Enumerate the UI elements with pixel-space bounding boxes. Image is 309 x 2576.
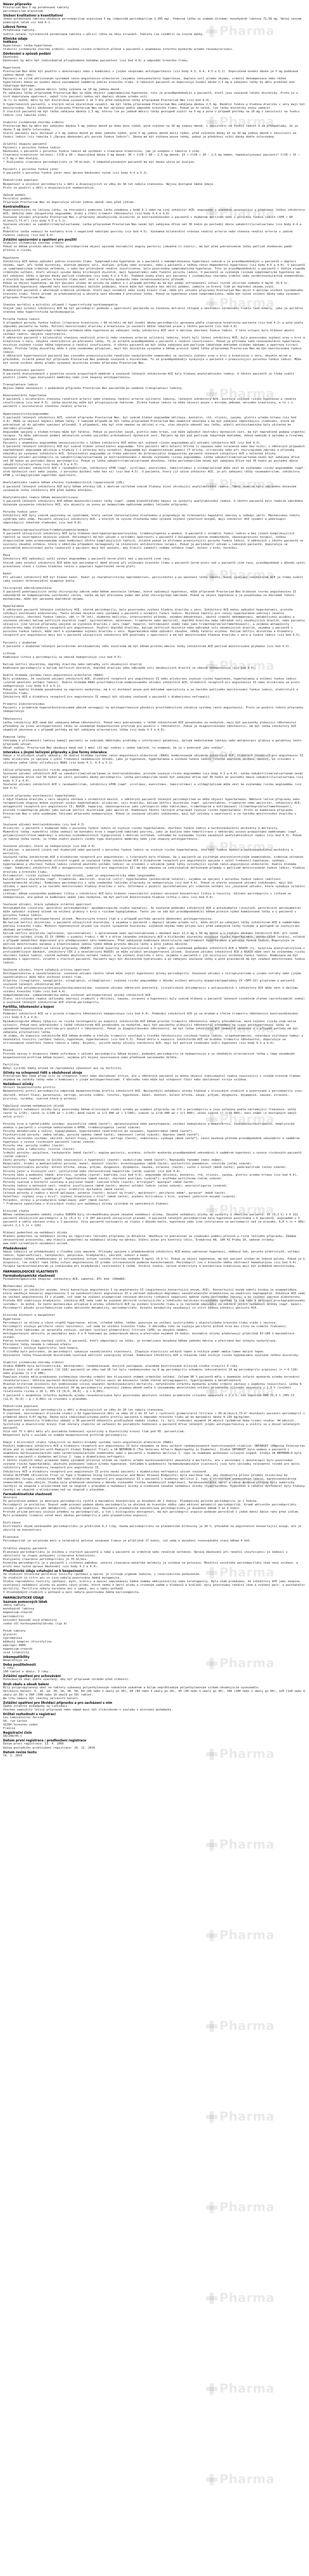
watermark-logo: [206, 1925, 309, 1971]
document-section: [3, 1739, 306, 1750]
watermark-text: Pharma: [219, 1293, 274, 1308]
section-heading: Fertilita, těhotenství a kojení: [3, 1005, 54, 1009]
watermark-text: Pharma: [219, 114, 274, 129]
document-section: [3, 1655, 306, 1663]
watermark-text: Pharma: [219, 2291, 274, 2305]
section-body: Shrnutí bezpečnostního profilu Bezpečnostní profil perindoprilu odpovídá bezpečnostnímu profilu inhibitorů ACE. Nejčastější nežádoucí účinky hlášené v klinických studiích a pozorované u perindoprilu jsou: závratě, bolest hlavy, parestezie, vertigo, poruchy vidění, tinitus, hypotenze, kašel, dušnost, bolest břicha, zácpa, průjem, dysgeuzie, dyspepsie, nauzea, zvracení, pruritus, vyrážka, svalové křeče a astenie. Tabulkový seznam nežádoucích účinků Následující nežádoucí účinky byly pozorovány během klinických studií a/nebo po uvedení přípravku na trh u perindoprilu a jsou seřazeny podle následující frekvence: velmi časté (≥ 1/10); časté (≥ 1/100 až < 1/10); méně časté (≥ 1/1 000 až < 1/100); vzácné (≥ 1/10 000 až < 1/1 000); velmi vzácné (< 1/10 000); není známo (z dostupných údajů nelze určit). Poruchy krve a lymfatického systému: eozinofilie (méně časté*); agranulocytóza nebo pancytopenie, snížení hemoglobinu a hematokritu, leukopenie/neutropenie, hemolytická anemie u pacientů s vrozeným nedostatkem G-6PDH, trombocytopenie (velmi vzácné). Poruchy metabolismu a výživy: hypoglykemie, hyperkalemie reverzibilní po vysazení, hyponatremie (méně časté*). Psychiatrické poruchy: změny nálady, poruchy spánku (méně časté); zmatenost (velmi vzácné); deprese (méně časté*). Poruchy nervového systému: závratě, bolest hlavy, parestezie, vertigo (časté); somnolence, synkopa (méně časté*); cévní mozková příhoda pravděpodobně sekundární k nadměrné hypotenzi u vysoce rizikových pacientů (velmi vzácné). Poruchy oka: poruchy vidění (časté). Poruchy ucha a labyrintu: tinitus (časté). Srdeční poruchy: palpitace, tachykardie (méně časté*); angina pectoris, arytmie, infarkt myokardu pravděpodobně sekundární k nadměrné hypotenzi u vysoce rizikových pacientů (velmi vzácné). Cévní poruchy: hypotenze (a účinky související s hypotenzí) (časté); vaskulitida (méně časté*); Raynaudův fenomén (není známo). Respirační, hrudní a mediastinální poruchy: kašel, dušnost (časté); bronchospasmus (méně časté); eozinofilní pneumonie, rinitida (velmi vzácné). Gastrointestinální poruchy: bolest břicha, zácpa, průjem, dysgeuzie, dyspepsie, nauzea, zvracení (časté); sucho v ústech (méně časté); pankreatitida (velmi vzácné). Poruchy jater a žlučových cest: cytolytická nebo cholestatická hepatitida (velmi vzácné) (viz bod 4.4). Poruchy kůže a podkožní tkáně: pruritus, vyrážka (časté); kopřivka (viz bod 4.4), angioedém obličeje, končetin, rtů, sliznic, jazyka, glottis a/nebo hrtanu (viz bod 4.4), fotosenzitivní reakce*, pemfigoid*, hyperhidróza (méně časté); zhoršení psoriázy (vzácné*); erythema multiforme (velmi vzácné). Poruchy svalové a kosterní soustavy a pojivové tkáně: svalové křeče (časté); artralgie*, myalgie* (méně časté). Poruchy ledvin a močových cest: renální insuficience (méně časté); akutní selhání ledvin (velmi vzácné); anurie/oligurie (vzácné). Poruchy reprodukčního systému a prsu: erektilní dysfunkce (méně časté). Celkové poruchy a reakce v místě aplikace: astenie (časté); bolest na hrudi*, malátnost*, periferní edém*, pyrexie* (méně časté). Vyšetření: zvýšení urey v krvi*, zvýšení kreatininu v krvi* (méně časté); zvýšení bilirubinu v krvi, zvýšení jaterních enzymů (vzácné). Poranění, otravy a procedurální komplikace: pád* (méně časté). * Frekvence vypočítána z klinických studií pro nežádoucí účinky zjištěné ze spontánních hlášení. Klinické studie Během randomizovaného období studie EUROPA byly shromažďovány pouze závažné nežádoucí účinky. Závažné nežádoucí účinky se vyskytly u několika pacientů: 16 (0,3 %) z 6 122 pacientů užívajících perindopril a 12 (0,2 %) z 6 107 pacientů užívajících placebo. U pacientů léčených perindoprilem byla hypotenze pozorována u 6 pacientů, angioedém u 3 pacientů a náhlá zástava srdce u 1 pacienta. Více pacientů vystoupilo ze studie z důvodu kašle, hypotenze nebo jiné intolerance na perindopril než na placebo, 6,0 % (n = 366) oproti 2,1 % (n = 129). Hlášení podezření na nežádoucí účinky Hlášení podezření na nežádoucí účinky po registraci léčivého přípravku je důležité. Umožňuje to pokračovat ve sledování poměru přínosů a rizik léčivého přípravku. Žádáme zdravotnické pracovníky, aby hlásili podezření na nežádoucí účinky na adresu: Státní ústav pro kontrolu léčiv, Šrobárova 48, 100 41 Praha 10, webové stránky: www.sukl.cz/nahlasit-nezadouci-ucinek.: [3, 1086, 305, 1246]
section-body: Jedna potahovaná tableta obsahuje perindoprilum argininum 5 mg (odpovídá perindoprilum 3,395 mg). Pomocná látka se známým účinkem: monohydrát laktosy 72,58 mg. Úplný seznam pomocných látek viz bod 6.1.: [3, 18, 303, 25]
document-section: [3, 751, 306, 1005]
pharmacy-cross-icon: [206, 2202, 217, 2213]
document-section: [3, 1274, 306, 1492]
section-heading: Nežádoucí účinky: [3, 1082, 34, 1087]
watermark-text: Pharma: [219, 930, 274, 945]
section-heading: Registrační číslo: [3, 1731, 32, 1735]
section-heading: Zvláštní opatření pro likvidaci přípravku a pro zacházení s ním: [3, 1701, 112, 1705]
watermark-text: Pharma: [219, 1747, 274, 1761]
document-section: [3, 1247, 306, 1268]
watermark-text: Pharma: [219, 840, 274, 854]
section-heading: Datum první registrace / prodloužení registrace: [3, 1739, 87, 1743]
document-section: [3, 1270, 306, 1274]
watermark-text: Pharma: [219, 2472, 274, 2486]
document-section: [3, 1596, 306, 1600]
watermark-text: Pharma: [219, 24, 274, 38]
section-heading: Předávkování: [3, 1246, 27, 1250]
section-body: Těhotenství Podávání inhibitorů ACE se v prvním trimestru těhotenství nedoporučuje (viz bod 4.4). Podávání inhibitorů ACE je ve druhém a třetím trimestru těhotenství kontraindikováno (viz body 4.3 a 4.4). Epidemiologické důkazy týkající se rizika teratogenity po expozici inhibitorům ACE během prvního trimestru těhotenství nebyly přesvědčivé; malé zvýšení rizika však nelze vyloučit. Pokud není pokračování v léčbě inhibitorem ACE považováno za nezbytné, mají být pacientky plánující těhotenství převedeny na jinou antihypertenzní léčbu se zavedeným bezpečnostním profilem pro použití v těhotenství. Pokud je diagnostikováno těhotenství, má být léčba inhibitory ACE okamžitě ukončena a v případě potřeby má být zahájena alternativní léčba. Je známo, že expozice inhibitorům ACE během druhého a třetího trimestru vyvolává u člověka fetotoxicitu (snížená funkce ledvin, oligohydramnion, retardace osifikace lebky) a neonatální toxicitu (selhání ledvin, hypotenze, hyperkalemie) (viz bod 5.3). Pokud došlo k expozici inhibitorům ACE od druhého trimestru těhotenství, doporučuje se ultrazvukové vyšetření funkce ledvin a lebky. Kojenci, jejichž matky užívaly inhibitory ACE, mají být pečlivě sledováni kvůli hypotenzi (viz body 4.3 a 4.4). Kojení Protože nejsou k dispozici žádné informace o užívání perindoprilu během kojení, podávání perindoprilu se nedoporučuje a je vhodnější alternativní léčba s lépe zavedeným bezpečnostním profilem během kojení, zejména při kojení novorozence nebo předčasně narozeného dítěte. Fertilita Nebyl zjištěn žádný účinek na reprodukční výkonnost ani na fertilitu.: [3, 1009, 303, 1071]
document-section: [3, 238, 306, 750]
document-section: [3, 1493, 306, 1569]
watermark-text: Pharma: [219, 2019, 274, 2033]
section-heading: Držitel rozhodnutí o registraci: [3, 1712, 56, 1716]
section-body: 3 roky. 100 tablet v obalu: 3 roky.: [3, 1667, 50, 1674]
pharmacy-cross-icon: [206, 1839, 217, 1851]
document-section: [3, 52, 306, 205]
pharmacy-cross-icon: [206, 2383, 217, 2395]
section-body: Údaje týkající se předávkování u člověka jsou omezené. Příznaky spojené s předávkováním inhibitory ACE mohou zahrnovat hypotenzi, oběhový šok, poruchy elektrolytů, selhání ledvin, hyperventilaci, tachykardii, palpitace, bradykardii, závratě, úzkost a kašel. Doporučenou léčbou předávkování je intravenózní infuze roztoku chloridu sodného 9 mg/ml (0,9 %). Pokud se objeví hypotenze, má být pacient uložen do šokové polohy. Pokud je k dispozici, lze zvážit také léčbu infuzí angiotenzinu II a/nebo intravenózním podáním katecholaminů. Perindopril lze z krevního oběhu odstranit hemodialýzou (viz bod 4.4). Terapie kardiostimulátorem je indikována při bradykardii rezistentní k léčbě. Vitální funkce, sérové elektrolyty a koncentrace kreatininu mají být průběžně monitorovány.: [3, 1250, 305, 1268]
watermark-text: Pharma: [219, 477, 274, 492]
section-body: Prestarium Neo 5 mg potahované tablety perindoprilum argininum: [3, 6, 69, 13]
section-body: Bílý polypropylenový obal na tablety vybavený polyethylenovým redukčním uzávěrem a bílým neprůhledným polyethylenovým víčkem obsahujícím vysoušedlo. Velikosti balení: 5, 10, 14, 20, 28, 30, 50, 60 (60 nebo 2 obaly po 30), 84 (84 nebo 3 obaly po 28), 90 (90 nebo 3 obaly po 30), 100 (100 nebo 2 obaly po 50), 120 (120 nebo 4 obaly po 30) a 500 (500 nebo 10 obalů po 50) tablet. Na trhu nemusí být všechny velikosti balení.: [3, 1686, 305, 1700]
section-body: Hypersenzitivita na léčivou látku, na kteroukoli pomocnou látku uvedenou v bodě 6.1 nebo na jiný inhibitor ACE; angioedém v anamnéze související s předchozí léčbou inhibitory ACE; dědičný nebo idiopatický angioedém; druhý a třetí trimestr těhotenství (viz body 4.4 a 4.6). Současné užívání přípravku Prestarium Neo s přípravky obsahujícími aliskiren je kontraindikováno u pacientů s diabetem mellitem nebo s poruchou funkce ledvin (GFR < 60 ml/min/1,73 m²) (viz body 4.5 a 5.1). Současné užívání se sakubitrilem/valsartanem. Léčba přípravkem Prestarium Neo nesmí být zahájena dříve než 36 hodin po poslední dávce sakubitrilu/valsartanu (viz body 4.4 a 4.5). Mimotělní léčba vedoucí ke kontaktu krve s negativně nabitými povrchy (viz bod 4.5). Významná bilaterální stenóza renální arterie nebo stenóza renální arterie u jediné funkční ledviny (viz bod 4.4).: [3, 208, 305, 238]
document-section: [3, 14, 306, 25]
document-section: [3, 25, 306, 36]
document-section: [3, 1663, 306, 1674]
document-section: [3, 1674, 306, 1682]
watermark-text: Pharma: [219, 296, 274, 310]
section-body: Jádro tablety monohydrát laktosy magnesium-stearát maltodextrin koloidní bezvodý oxid křemičitý sodná sůl karboxymethylškrobu (typ A) Potah tablety glycerol hypromelóza měďnatý komplex chlorofylinu makrogol 6000 magnesium-stearát oxid titaničitý: [3, 1604, 67, 1654]
watermark-text: Pharma: [219, 658, 274, 673]
watermark-logo: [206, 2469, 309, 2515]
watermark-logo: [206, 2197, 309, 2243]
pharmacy-cross-icon: [206, 2474, 217, 2485]
section-body: Dávkování Dávkování by mělo být individuálně přizpůsobeno každému pacientovi (viz bod 4.4) a odpovědi krevního tlaku. Hypertenze Prestarium Neo může být použito v monoterapii nebo v kombinaci s jinými skupinami antihypertenziv (viz body 4.3, 4.4, 4.5 a 5.1). Doporučená úvodní dávka je 5 mg podávaná jednou denně ráno. Pacienti se silně aktivovaným systémem renin-angiotensin-aldosteron (zejména renovaskulární hypertenze, deplece solí a/nebo objemu, srdeční dekompenzace nebo těžká hypertenze) mohou po úvodní dávce zaznamenat nadměrný pokles krevního tlaku. U takových pacientů se doporučuje úvodní dávka 2,5 mg a zahájení léčby by mělo probíhat pod lékařským dohledem. Dávka může být po jednom měsíci léčby zvýšena na 10 mg jednou denně. Po zahájení léčby přípravkem Prestarium Neo se může objevit symptomatická hypotenze; toto je pravděpodobnější u pacientů, kteří jsou současně léčeni diuretiky. Proto je u nich doporučena opatrnost, neboť tito pacienti mohou mít depleci objemu a/nebo solí. Je-li to možné, mělo by být diuretikum vysazeno 2 až 3 dny před zahájením léčby přípravkem Prestarium Neo (viz bod 4.4). U hypertenzních pacientů, u kterých nelze diuretikum vysadit, má být léčba přípravkem Prestarium Neo zahájena dávkou 2,5 mg. Renální funkce a hladina draslíku v séru mají být monitorovány. Další dávkování přípravku Prestarium Neo má být upraveno podle odpovědi krevního tlaku. Pokud je to nutné, lze léčbu diuretiky znovu zahájit. U starších pacientů má být léčba zahájena dávkou 2,5 mg, kterou lze po jednom měsíci léčby postupně zvýšit na 5 mg a poté v případě potřeby na 10 mg v závislosti na funkci ledvin (viz tabulka níže). Stabilní ischemická choroba srdeční Prestarium Neo by mělo být zahájeno dávkou 5 mg jednou denně po dobu dvou týdnů, poté zvýšeno na 10 mg jednou denně, v závislosti na funkci ledvin a za předpokladu, že je dávka 5 mg dobře tolerována. Starší pacienti mají dostávat 2,5 mg jednou denně po dobu jednoho týdne, poté 5 mg jednou denně další týden, před zvýšením dávky až na 10 mg jednou denně v závislosti na funkci ledvin (viz tabulka 1 „Úprava dávkování při poruše funkce ledvin“). Dávka má být zvýšena pouze tehdy, pokud je předchozí nižší dávka dobře tolerována. Zvláštní skupiny pacientů Pacienti s poruchou funkce ledvin Dávkování u pacientů s poruchou funkce ledvin má vycházet z clearance kreatininu, jak je uvedeno v tabulce 1 níže. Clearance kreatininu (ml/min): ClCR ≥ 60 — doporučená dávka 5 mg denně; 30 < ClCR < 60 — 2,5 mg denně; 15 < ClCR < 30 — 2,5 mg obden; hemodialyzovaní pacienti* ClCR < 15 — 2,5 mg v den dialýzy. * Dialyzační clearance perindoprilátu je 70 ml/min. U hemodialyzovaných pacientů má být dávka užita po dialýze. Pacienti s poruchou funkce jater U pacientů s poruchou funkce jater není úprava dávkování nutná (viz body 4.4 a 5.2). Pediatrická populace Bezpečnost a účinnost perindoprilu u dětí a dospívajících ve věku do 18 let nebyla stanovena. Nejsou dostupné žádné údaje. Proto se použití u dětí a dospívajících nedoporučuje. Způsob podání Perorální podání. Přípravek Prestarium Neo se doporučuje užívat jednou denně ráno před jídlem.: [3, 55, 305, 204]
section-heading: Farmakodynamické vlastnosti: [3, 1274, 55, 1278]
section-body: Uchovávejte obal dobře uzavřený, aby byl přípravek chráněn před vlhkostí.: [3, 1678, 130, 1682]
watermark-text: Pharma: [219, 2109, 274, 2124]
section-heading: Farmakokinetické vlastnosti: [3, 1492, 53, 1496]
watermark-text: Pharma: [219, 1202, 274, 1217]
watermark-text: Pharma: [219, 1565, 274, 1580]
section-heading: Složení kvalitativní a kvantitativní: [3, 14, 63, 18]
document-section: [3, 1701, 306, 1712]
section-body: Absorpce Po perorálním podání je absorpce perindoprilu rychlá a maximální koncentrace je dosaženo do 1 hodiny. Plazmatický poločas perindoprilu je 1 hodina. Perindopril je proléčivo. Dvacet sedm procent podané dávky perindoprilu se dostává do krevního oběhu jako aktivní metabolit perindoprilát. Kromě aktivního perindoprilátu vzniká z perindoprilu pět metabolitů, všechny neaktivní. Maximální plazmatické koncentrace perindoprilátu je dosaženo během 3 až 4 hodin. Protože příjem potravy snižuje přeměnu na perindoprilát, a tím i biologickou dostupnost, má být perindopril arginin podáván perorálně v jedné denní dávce ráno před jídlem. Bylo prokázáno lineární vztah mezi dávkou perindoprilu a jeho plazmatickou expozicí. Distribuce Distribuční objem nevázaného perindoprilátu je přibližně 0,2 l/kg. Vazba perindoprilátu na plazmatické bílkoviny je 20 %, převážně na angiotenzin konvertující enzym, ale je závislá na koncentraci. Eliminace Perindoprilát je vylučován močí a terminální poločas nevázané frakce je přibližně 17 hodin, což vede k dosažení rovnovážného stavu během 4 dnů. Zvláštní skupiny pacientů Eliminace perindoprilátu je snížena u starších pacientů a také u pacientů se srdečním nebo renálním selháním. Úprava dávkování při renální insuficienci je žádoucí v závislosti na stupni poškození (clearance kreatininu). Dialyzační clearance perindoprilátu je 70 ml/min. Kinetika perindoprilu je u pacientů s cirhózou změněna: jaterní clearance mateřské molekuly je snížena na polovinu. Množství vzniklého perindoprilátu však není sníženo, a proto není nutná úprava dávkování (viz body 4.2 a 4.4).: [3, 1496, 302, 1568]
section-heading: FARMACEUTICKÉ ÚDAJE: [3, 1596, 44, 1600]
pharmacy-cross-icon: [206, 2021, 217, 2032]
document-section: [3, 1082, 306, 1246]
section-body: Farmakoterapeutická skupina: inhibitory ACE, samotné, ATC kód: C09AA04. Mechanismus účinku Perindopril je inhibitor enzymu, který konvertuje angiotenzin I na angiotenzin II (angiotenzin konvertující enzym, ACE). Konvertující enzym neboli kináza je exopeptidáza, která umožňuje konverzi angiotenzinu I na vazokonstrikční angiotenzin II a zároveň způsobuje degradaci vazodilatačního bradykininu na neaktivní heptapeptid. Inhibice ACE vede ke snížení angiotenzinu II v plazmě, což vede ke zvýšení plazmatické reninové aktivity (inhibicí negativní zpětné vazby uvolňování reninu) a ke snížení sekrece aldosteronu. Protože ACE inaktivuje bradykinin, inhibice ACE vede také ke zvýšené aktivitě cirkulujícího a lokálního kalikrein-kininového systému (a tím také k aktivaci prostaglandinového systému). Je možné, že tento mechanismus přispívá k účinku inhibitorů ACE na snížení krevního tlaku a je částečně odpovědný za některé jejich nežádoucí účinky (např. kašel). Perindopril působí prostřednictvím svého aktivního metabolitu, perindoprilátu. Ostatní metabolity nevykazují in vitro žádnou inhibici aktivity ACE. Klinická účinnost a bezpečnost Hypertenze Perindopril je účinný u všech stupňů hypertenze: mírné, středně těžké, těžké; pozoruje se snížení systolického i diastolického krevního tlaku vleže i vestoje. Perindopril snižuje periferní cévní rezistenci, což vede ke snížení krevního tlaku. V důsledku toho se zvyšuje periferní průtok krve bez vlivu na srdeční frekvenci. Průtok krve ledvinami se zpravidla zvyšuje, zatímco rychlost glomerulární filtrace (GFR) se obvykle nemění. Antihypertenzní aktivita je maximální mezi 4 a 6 hodinami po jednorázové dávce a přetrvává nejméně 24 hodin: minimální účinky představují přibližně 87–100 % maximálních účinků. Pokles krevního tlaku nastává rychle. U pacientů, kteří odpovídají na léčbu, je normalizace dosažena během jednoho měsíce a přetrvává bez výskytu tachyfylaxe. Přerušení léčby nevede k rebound efektu. Perindopril snižuje hypertrofii levé komory. U člověka bylo potvrzeno, že perindopril vykazuje vazodilatační vlastnosti. Zlepšuje elasticitu velkých tepen a snižuje poměr média:lumen malých tepen. Adjuvantní léčba thiazidovým diuretikem vyvolává aditivní synergický účinek. Kombinace inhibitoru ACE a thiazidu také snižuje riziko hypokalemie vyvolané léčbou diuretiky. Stabilní ischemická choroba srdeční Studie EUROPA byla multicentrická, mezinárodní, randomizovaná, dvojitě zaslepená, placebem kontrolovaná klinická studie trvající 4 roky. Dvanáct tisíc dvě stě osmnáct (12 218) pacientů ve věku nad 18 let bylo randomizováno na 8 mg perindoprilu erbuminu (ekvivalentní 10 mg perindoprilu argininu) (n = 6 110) nebo placebo (n = 6 108). Populace studie měla prokázanou ischemickou chorobu srdeční bez klinických známek srdečního selhání. Celkem 90 % pacientů mělo v anamnéze infarkt myokardu a/nebo koronární revaskularizaci. Většina pacientů dostávala studijní léčivo navíc ke konvenční léčbě včetně antiagregancií, hypolipidemik a betablokátorů. Hlavním kritériem účinnosti byl kombinovaný cílový ukazatel kardiovaskulární mortality, nefatálního infarktu myokardu a/nebo srdeční zástavy s úspěšnou resuscitací. Léčba 8 mg perindoprilu erbuminu (ekvivalentní 10 mg perindoprilu argininu) jednou denně vedla k významnému absolutnímu snížení primárního cílového ukazatele o 1,9 % (snížení relativního rizika o 20 %, 95% CI [9,4; 28,6] – p < 0,001). U pacientů s anamnézou infarktu myokardu a/nebo revaskularizace bylo pozorováno absolutní snížení primárního cílového ukazatele o 2,2 %, což odpovídá RRR 22,4 % (95% CI [12,0; 31,6] – p < 0,001) ve srovnání s placebem. Pediatrická populace Bezpečnost a účinnost perindoprilu u dětí a dospívajících ve věku do 18 let nebyla stanovena. V otevřené, nesrovnávací klinické studii u 62 hypertenzních dětí ve věku od 2 do 15 let s rychlostí glomerulární filtrace > 30 ml/min/1,73 m² dostávali pacienti perindopril v průměrné dávce 0,07 mg/kg. Dávka byla individualizována podle profilu pacienta a odpovědi krevního tlaku až do maximální dávky 0,135 mg/kg/den. 59 pacientů dokončilo tříměsíční období a 36 pacientů dokončilo prodloužené období studie, tj. byli sledováni nejméně 24 měsíců (průměrná doba trvání studie: 44 měsíců). Systolický a diastolický krevní tlak zůstaly stabilní od zařazení do posledního hodnocení u pacientů dříve léčených jinými antihypertenzivy a snížily se u dosud neléčených pacientů. Více než 75 % dětí mělo při posledním hodnocení systolický a diastolický krevní tlak pod 95. percentilem. Bezpečnost byla v souladu se známým bezpečnostním profilem perindoprilu. Údaje z klinických studií týkajících se duální blokády systému renin-angiotenzin-aldosteron (RAAS) Použití kombinace inhibitoru ACE a blokátoru receptorů pro angiotenzin II bylo zkoumáno ve dvou velkých randomizovaných kontrolovaných studiích: ONTARGET (ONgoing Telmisartan Alone and in combination with Ramipril Global Endpoint Trial) a VA NEPHRON-D (The Veterans Affairs Nephropathy in Diabetes). Studie ONTARGET byla vedena u pacientů s anamnézou kardiovaskulárního nebo cerebrovaskulárního onemocnění nebo u pacientů s diabetes mellitus 2. typu se známkami poškození cílových orgánů. Studie VA NEPHRON-D byla vedena u pacientů s diabetes mellitus 2. typu a diabetickou nefropatií. V těchto studiích nebyl prokázán žádný významně příznivý účinek na renální a/nebo kardiovaskulární ukazatele a mortalitu, ale v porovnání s monoterapií bylo pozorováno zvýšené riziko hyperkalemie, akutního poškození ledvin a/nebo hypotenze. Vzhledem k podobnosti farmakodynamických vlastností jsou tyto výsledky relevantní rovněž pro další inhibitory ACE a blokátory receptorů pro angiotenzin II. Inhibitory ACE a blokátory receptorů pro angiotenzin II proto nesmí pacienti s diabetickou nefropatií užívat současně. Studie ALTITUDE (Aliskiren Trial in Type 2 Diabetes Using Cardiovascular and Renal Disease Endpoints) byla navržena tak, aby zhodnotila přínos přidání aliskirenu ke standardní terapii inhibitorem ACE nebo blokátorem receptorů pro angiotenzin II u pacientů s diabetes mellitus 2. typu a chronickým onemocněním ledvin, kardiovaskulárním onemocněním, nebo obojím. Studie byla předčasně ukončena z důvodu zvýšeného rizika nežádoucích komplikací. Kardiovaskulární úmrtí a cévní mozková příhoda byly numericky častější ve skupině s aliskirenem než ve skupině s placebem a nežádoucí účinky a sledované závažné nežádoucí účinky (hyperkalemie, hypotenze a renální dysfunkce) byly hlášeny častěji ve skupině s aliskirenem než ve skupině s placebem.: [3, 1278, 305, 1492]
watermark-text: Pharma: [219, 1837, 274, 1852]
section-heading: Kontraindikace: [3, 205, 30, 209]
section-body: Ve studiích chronické perorální toxicity (potkani a opice) je cílovým orgánem ledvina, s reverzibilním poškozením. Ve studiích in vitro ani in vivo nebyla pozorována žádná mutagenita. Studie reprodukční toxicity (potkani, myši, králíci a opice) neprokázaly žádné známky embryotoxicity nebo teratogenity. Bylo však prokázáno, že inhibitory ACE jako skupina vyvolávají nežádoucí účinky na pozdní vývoj plodu, které vedou k úmrtí plodu a vrozeným vadám u hlodavců a králíků: byly pozorovány renální léze a zvýšení peri- a postnatální mortality. Fertilita nebyla narušena ani u samců, ani u samic potkanů. V dlouhodobých studiích u potkanů a myší nebyla pozorována žádná karcinogenita.: [3, 1572, 305, 1595]
section-body: Hypertenze: léčba hypertenze. Stabilní ischemická choroba srdeční: snížení rizika srdečních příhod u pacientů s anamnézou infarktu myokardu a/nebo revaskularizací.: [3, 44, 234, 51]
document-section: [3, 37, 306, 52]
document-section: [3, 3, 306, 13]
document-section: [3, 1713, 306, 1731]
watermark-text: Pharma: [219, 1384, 274, 1398]
watermark-logo: [206, 2378, 309, 2425]
watermark-logo: [206, 2106, 309, 2153]
section-heading: FARMAKOLOGICKÉ VLASTNOSTI: [3, 1269, 58, 1274]
section-heading: Zvláštní opatření pro uchovávání: [3, 1674, 61, 1679]
section-subheading: Indikace: [3, 40, 18, 44]
watermark-text: Pharma: [219, 568, 274, 582]
section-heading: Léková forma: [3, 25, 27, 29]
section-body: 58/208/05-C: [3, 1735, 23, 1738]
watermark-logo: [206, 1834, 309, 1880]
section-body: Neuplatňuje se.: [3, 1659, 29, 1663]
section-heading: Účinky na schopnost řídit a obsluhovat stroje: [3, 1071, 82, 1075]
section-heading: Inkompatibility: [3, 1655, 30, 1659]
document-section: [3, 1071, 306, 1082]
document-section: [3, 1600, 306, 1655]
section-heading: Klinické údaje: [3, 37, 28, 41]
document-section: [3, 1683, 306, 1701]
section-heading: Datum revize textu: [3, 1750, 37, 1754]
section-heading: Dávkování a způsob podání: [3, 52, 51, 56]
section-heading: Doba použitelnosti: [3, 1663, 36, 1667]
watermark-text: Pharma: [219, 205, 274, 219]
section-heading: Interakce s jinými léčivými přípravky a jiné formy interakce: [3, 750, 107, 754]
watermark-logo: [206, 2015, 309, 2062]
watermark-text: Pharma: [219, 1656, 274, 1670]
section-body: Údaje z klinických studií ukázaly, že duální blokáda systému renin-angiotenzin-aldosteron (RAAS) kombinovaným užíváním inhibitorů ACE, blokátorů receptorů pro angiotenzin II nebo aliskirenu je spojena s vyšší frekvencí nežádoucích účinků, jako je hypotenze, hyperkalemie a snížená funkce ledvin (včetně akutního selhání ledvin), ve srovnání s užíváním jedné látky ovlivňující RAAS (viz body 4.3, 4.4 a 5.1). Léčivé přípravky zvyšující riziko angioedému Současné užívání inhibitorů ACE se sakubitrilem/valsartanem je kontraindikováno, protože zvyšuje riziko angioedému (viz body 4.3 a 4.4). Léčba sakubitrilem/valsartanem nesmí být zahájena dříve než 36 hodin po užití poslední dávky perindoprilu. Léčba perindoprilem nesmí být zahájena dříve než 36 hodin po poslední dávce sakubitrilu/valsartanu (viz body 4.3 a 4.4). Současné užívání inhibitorů ACE s racekadotrilem, inhibitory mTOR (např. sirolimus, everolimus, temsirolimus) a vildagliptinem může vést ke zvýšenému riziku angioedému (viz bod 4.4). Léčivé přípravky vyvolávající hyperkalemii I když hladina draslíku v séru obvykle zůstává v normálních mezích, u některých pacientů léčených perindoprilem se může objevit hyperkalemie. Některé léčivé přípravky nebo terapeutické skupiny mohou zvyšovat výskyt hyperkalemie: aliskiren, soli draslíku, kalium šetřící diuretika (např. spironolakton, triamteren nebo amilorid), inhibitory ACE, antagonisté receptorů pro angiotenzin II, NSAID, hepariny, imunosupresiva jako cyklosporin nebo takrolimus, trimethoprim a kotrimoxazol (trimethoprim/sulfamethoxazol), protože trimethoprim působí jako kalium šetřící diuretikum jako amilorid. Kombinace těchto léčivých přípravků zvyšuje riziko hyperkalemie. Proto se kombinace přípravku Prestarium Neo s výše uvedenými léčivými přípravky nedoporučuje. Pokud je současné užívání indikováno, mají být užívány s opatrností a za častého monitorování draslíku v séru. Současné užívání kontraindikováno (viz bod 4.3) Aliskiren: u pacientů s diabetem nebo s poruchou funkce ledvin se zvyšuje riziko hyperkalemie, zhoršení funkce ledvin a kardiovaskulární morbidity a mortality. Mimotělní léčba: mimotělní léčba vedoucí ke kontaktu krve s negativně nabitými povrchy, jako je dialýza nebo hemofiltrace s některými vysoce propustnými membránami (např. polyakrylonitrilové membrány) a aferéza nízkodenzitních lipoproteinů s dextran-sulfátem, vzhledem ke zvýšenému riziku závažných anafylaktoidních reakcí (viz bod 4.3). Pokud je taková léčba nutná, je třeba zvážit použití jiného typu dialyzační membrány nebo jiné skupiny antihypertenziv. Současné užívání, které se nedoporučuje (viz bod 4.4) Aliskiren: u pacientů jiných než diabetiků nebo pacientů s poruchou funkce ledvin se zvyšuje riziko hyperkalemie, zhoršení funkce ledvin a kardiovaskulární morbidity a mortality. Současná léčba inhibitorem ACE a blokátorem receptorů pro angiotenzin: v literatuře bylo hlášeno, že u pacientů se zjištěným aterosklerotickým onemocněním, srdečním selháním nebo s diabetem s poškozením cílových orgánů je současná léčba inhibitorem ACE a blokátorem receptorů pro angiotenzin spojena s vyšší frekvencí hypotenze, synkopy, hyperkalemie a zhoršení funkce ledvin (včetně akutního selhání ledvin) ve srovnání s užíváním jedné látky ovlivňující systém renin-angiotenzin-aldosteron. Duální blokáda (např. kombinací inhibitoru ACE s antagonistou receptorů pro angiotenzin II) má být omezena na individuálně definované případy s pečlivým monitorováním funkce ledvin, hladiny draslíku a krevního tlaku. Estramustin: riziko zvýšení nežádoucích účinků, jako je angioneurotický edém (angioedém). Kalium šetřící diuretika (např. triamteren, amilorid), draslík (soli): hyperkalemie (potenciálně letální), zejména ve spojení s poruchou funkce ledvin (aditivní hyperkalemické účinky). Kombinace perindoprilu s výše uvedenými léčivými přípravky se nedoporučuje (viz bod 4.4). Pokud je přesto současné užívání indikováno, mají být užívány s opatrností a za častého monitorování hladiny draslíku v séru. Informace o použití spironolaktonu při srdečním selhání viz „Současné užívání, které vyžaduje zvláštní opatrnost“. Lithium: během současného podávání lithia s inhibitory ACE bylo hlášeno reverzibilní zvýšení sérových koncentrací lithia a toxicity. Užívání perindoprilu s lithiem se nedoporučuje, ale pokud se kombinace ukáže jako nezbytná, má být pečlivě monitorována hladina lithia v séru (viz bod 4.4). Současné užívání, které vyžaduje zvláštní opatrnost Antidiabetika (inzuliny, perorální antidiabetika): epidemiologické studie naznačují, že současné podávání inhibitorů ACE a antidiabetik (inzulinů, perorálních antidiabetik) může způsobit zvýšený účinek na snížení glukosy v krvi s rizikem hypoglykemie. Tento jev se zdá být pravděpodobnější během prvních týdnů kombinované léčby a u pacientů s poruchou funkce ledvin. Baklofen: zvýšený antihypertenzní účinek. Monitorujte krevní tlak a v případě potřeby upravte dávkování antihypertenziva. Ne-kalium šetřící diuretika: u pacientů užívajících diuretika, a zejména u pacientů s depleci objemu a/nebo solí, může dojít po zahájení léčby inhibitorem ACE k nadměrnému poklesu krevního tlaku. Možnost hypotenzních účinků lze snížit vysazením diuretika, zvýšením objemu nebo příjmu soli před zahájením léčby nízkými a postupně se zvyšujícími dávkami perindoprilu. Kalium šetřící diuretika (eplerenon, spironolakton): s eplerenonem nebo spironolaktonem v dávkách mezi 12,5 mg a 50 mg denně a s nízkými dávkami inhibitorů ACE: při léčbě srdečního selhání třídy II-IV (NYHA) s ejekční frakcí < 40 % a dříve léčeného inhibitory ACE a kličkovými diuretiky existuje riziko hyperkalemie, potenciálně letální, zvláště v případě nedodržení doporučení pro předepisování této kombinace. Před zahájením kombinace zkontrolujte nepřítomnost hyperkalemie a poruchy funkce ledvin. Doporučuje se pečlivé monitorování kalemie a kreatininemie jednou týdně během prvního měsíce léčby a poté jednou měsíčně. Nesteroidní protizánětlivé léčivé přípravky (NSAID) včetně kyseliny acetylsalicylové ≥ 3 g/den: při současném podávání inhibitorů ACE s NSAID (tj. kyselina acetylsalicylová v protizánětlivých dávkách, inhibitory COX-2 a neselektivní NSAID) se může oslabit antihypertenzní účinek. Současné užívání inhibitorů ACE a NSAID může vést ke zvýšenému riziku zhoršení funkce ledvin, včetně možného akutního selhání ledvin, a ke zvýšení draslíku v séru, zejména u pacientů s již existující sníženou funkcí ledvin. Kombinace má být podávána s opatrností, zvláště u starších pacientů. Pacienti mají být dostatečně hydratováni a po zahájení současné léčby a poté pravidelně má být zváženo monitorování funkce ledvin. Současné užívání, které vyžaduje určitou opatrnost Antihypertenziva a vazodilatancia: současné užívání těchto látek může zvýšit hypotenzní účinky perindoprilu. Současné užívání s nitroglycerinem a jinými nitráty nebo jinými vazodilatancii může dále snižovat krevní tlak. Gliptiny (linagliptin, saxagliptin, sitagliptin, vildagliptin): zvýšené riziko angioedému z důvodu snížení aktivity dipeptidylpeptidázy IV (DPP-IV) gliptinem u pacientů současně léčených inhibitorem ACE. Tricyklická antidepresiva/antipsychotika/anestetika: současné užívání některých anestetik, tricyklických antidepresiv a antipsychotik s inhibitory ACE může vést k dalšímu snížení krevního tlaku (viz bod 4.4). Sympatomimetika: sympatomimetika mohou snižovat antihypertenzní účinky inhibitorů ACE. Zlato: nitritoidní reakce (příznaky zahrnují zrudnutí v obličeji, nauzeu, zvracení a hypotenzi) byly vzácně hlášeny u pacientů léčených injekčním zlatem (aurothiomalát sodný) a současně léčených inhibitorem ACE včetně perindoprilu.: [3, 754, 305, 1005]
section-heading: Název přípravku: [3, 3, 32, 6]
section-body: Žádné zvláštní požadavky na likvidaci. Všechen nepoužitý léčivý přípravek nebo odpad musí být zlikvidován v souladu s místními požadavky.: [3, 1704, 174, 1711]
section-body: Les Laboratoires Servier 50, rue Carnot 92284 Suresnes cedex Francie: [3, 1716, 45, 1731]
document-section: [3, 1731, 306, 1738]
watermark-text: Pharma: [219, 2381, 274, 2396]
document-section: [3, 1005, 306, 1071]
section-body: 14. 2. 2019: [3, 1754, 23, 1757]
pharmacy-cross-icon: [206, 2293, 217, 2304]
document-section: [3, 205, 306, 238]
section-heading: Předklinické údaje vztahující se k bezpečnosti: [3, 1569, 83, 1573]
section-body: Datum první registrace: 13. 4. 2005 Datum posledního prodloužení registrace: 29. 11. 2010: [3, 1742, 95, 1750]
watermark-text: Pharma: [219, 749, 274, 764]
watermark-text: Pharma: [219, 1475, 274, 1489]
section-body: Potahovaná tableta. Světle zelená, tyčinkovitá potahovaná tableta s půlicí rýhou na obou stranách. Tabletu lze rozdělit na stejné dávky.: [3, 29, 204, 36]
watermark-text: Pharma: [219, 1928, 274, 1942]
section-heading: Druh obalu a obsah balení: [3, 1682, 49, 1686]
pharmacy-cross-icon: [206, 2111, 217, 2123]
watermark-text: Pharma: [219, 1112, 274, 1126]
watermark-text: Pharma: [219, 2200, 274, 2214]
document-section: [3, 1751, 306, 1758]
watermark-text: Pharma: [219, 386, 274, 401]
section-heading: Seznam pomocných látek: [3, 1600, 48, 1604]
pharmacy-cross-icon: [206, 1930, 217, 1941]
watermark-logo: [206, 2287, 309, 2334]
watermark-text: Pharma: [219, 1021, 274, 1036]
section-body: Prestarium Neo nemá přímý vliv na schopnost řídit nebo obsluhovat stroje, ale u některých pacientů se mohou objevit individuální reakce související s nízkým krevním tlakem, zejména na začátku léčby nebo v kombinaci s jiným antihypertenzivem. V důsledku toho může být schopnost řídit nebo obsluhovat stroje snížena.: [3, 1075, 303, 1082]
section-heading: Zvláštní upozornění a opatření pro použití: [3, 238, 77, 242]
document-section: [3, 1569, 306, 1595]
section-body: Stabilní ischemická choroba srdeční Pokud se během prvního měsíce léčby perindoprilem objeví epizoda nestabilní anginy pectoris (závažná či nikoli), má být před pokračováním léčby pečlivě zhodnocen poměr přínosu a rizika. Hypotenze Inhibitory ACE mohou způsobit pokles krevního tlaku. Symptomatická hypotenze je u pacientů s nekomplikovanou hypertenzí vzácná a je pravděpodobnější u pacientů s depleci objemu, např. při léčbě diuretiky, dietním omezení soli, dialýze, průjmu nebo zvracení, nebo u pacientů s těžkou renin-dependentní hypertenzí (viz body 4.5 a 4.8). U pacientů se symptomatickým srdečním selháním, s nebo bez přidružené renální insuficience, byla pozorována symptomatická hypotenze. Toto je pravděpodobnější u pacientů s těžším stupněm srdečního selhání, kteří užívají vysoké dávky kličkových diuretik, mají hyponatremii nebo funkční poruchu ledvin. U pacientů se zvýšeným rizikem symptomatické hypotenze má být zahájení léčby a úprava dávky pečlivě sledována (viz body 4.2 a 4.8). Podobné úvahy platí pro pacienty s ischemickou chorobou srdeční nebo cerebrovaskulárním onemocněním, u kterých by nadměrný pokles krevního tlaku mohl vést k infarktu myokardu nebo cerebrovaskulární příhodě. Pokud se objeví hypotenze, má být pacient uložen do polohy na zádech a v případě potřeby mu má být podán intravenózní infuzí roztok chloridu sodného 9 mg/ml (0,9 %). Přechodná hypotenzní odpověď není kontraindikací dalšího podávání, které může být obvykle bez obtíží podáno, jakmile se krevní tlak po doplnění objemu zvýší. U některých pacientů s městnavým srdečním selháním, kteří mají normální nebo nízký krevní tlak, může při užívání přípravku Prestarium Neo dojít k dalšímu snížení systémového krevního tlaku. Tento účinek je předvídatelný a obvykle není důvodem k přerušení léčby. Pokud se hypotenze stane symptomatickou, může být nutné snížení dávky nebo vysazení přípravku Prestarium Neo. Stenóza aortální a mitrální chlopně / hypertrofická kardiomyopatie Stejně jako ostatní inhibitory ACE má být perindopril podáván s opatrností pacientům se stenózou mitrální chlopně a obstrukcí výtokového traktu levé komory, jako je aortální stenóza nebo hypertrofická kardiomyopatie. Porucha funkce ledvin V případech poruchy funkce ledvin (clearance kreatininu < 60 ml/min) má být úvodní dávka perindoprilu upravena podle clearance kreatininu pacienta (viz bod 4.2) a poté podle odpovědi pacienta na léčbu. Rutinní monitorování draslíku a kreatininu je součástí běžné lékařské praxe u těchto pacientů (viz bod 4.8). U pacientů se symptomatickým srdečním selháním může hypotenze po zahájení léčby inhibitory ACE vést k dalšímu zhoršení funkce ledvin. V této situaci bylo hlášeno akutní selhání ledvin, obvykle reverzibilní. U některých pacientů s bilaterální stenózou renálních arterií nebo stenózou arterie solitární ledviny, kteří byli léčeni inhibitory ACE, bylo pozorováno zvýšení urey v krvi a kreatininu v séru, obvykle reverzibilní po přerušení léčby. To je zvláště pravděpodobné u pacientů s renální insuficiencí. Pokud je přítomna také renovaskulární hypertenze, existuje zvýšené riziko těžké hypotenze a renální insuficience. U těchto pacientů má být léčba zahájena pod pečlivým lékařským dohledem nízkými dávkami a opatrnou titrací dávky. Protože léčba diuretiky může k výše uvedenému přispívat, mají být diuretika vysazena a během prvních týdnů léčby přípravkem Prestarium Neo má být monitorována funkce ledvin. U některých hypertenzních pacientů bez zjevného preexistujícího renálního vaskulárního onemocnění se vyvinulo zvýšení urey v krvi a kreatininu v séru, obvykle mírné a přechodné, zvláště pokud byl přípravek Prestarium Neo podáván současně s diuretikem. To se pravděpodobněji vyskytuje u pacientů s preexistující poruchou funkce ledvin. Může být nutné snížení dávky a/nebo vysazení diuretika a/nebo přípravku Prestarium Neo. Hemodialyzovaní pacienti U pacientů dialyzovaných s použitím vysoce propustných membrán a současně léčených inhibitorem ACE byly hlášeny anafylaktoidní reakce. U těchto pacientů je třeba zvážit použití jiného typu dialyzační membrány nebo jiné skupiny antihypertenziv. Transplantace ledvin Nejsou žádné zkušenosti s podáváním přípravku Prestarium Neo pacientům po nedávné transplantaci ledviny. Renovaskulární hypertenze U pacientů s bilaterální stenózou renálních arterií nebo stenózou renální arterie solitární ledviny, léčených inhibitory ACE, existuje zvýšené riziko hypotenze a renální insuficience (viz bod 4.3). Léčba diuretiky může být přispívajícím faktorem. Ztráta funkce ledvin se může objevit pouze s mírnými změnami sérového kreatininu, a to i u pacientů s unilaterální stenózou renální arterie. Hypersenzitivita/angioedém U pacientů léčených inhibitory ACE, včetně přípravku Prestarium Neo, byl vzácně hlášen angioedém obličeje, končetin, rtů, sliznic, jazyka, glottis a/nebo hrtanu (viz bod 4.8). Může se objevit kdykoli během léčby. V takovém případě má být léčba přípravkem Prestarium Neo okamžitě ukončena a má být zahájeno odpovídající sledování, které má pokračovat až do úplného vymizení příznaků. V případech, kdy byl otok omezen na obličej a rty, stav obvykle odezněl bez léčby, ačkoli antihistaminika byla užitečná ke zmírnění příznaků. Angioedém spojený s otokem hrtanu může být fatální. Pokud je postižen jazyk, glottis nebo hrtan, což může způsobit obstrukci dýchacích cest, má být neprodleně podána urgentní terapie. Ta může zahrnovat podání adrenalinu a/nebo zajištění průchodnosti dýchacích cest. Pacient má být pod pečlivým lékařským dohledem, dokud nedojde k úplnému a trvalému vymizení příznaků. Pacienti s anamnézou angioedému nesouvisejícího s léčbou inhibitory ACE mohou mít zvýšené riziko angioedému při užívání inhibitoru ACE (viz bod 4.3). U pacientů léčených inhibitory ACE byl vzácně hlášen intestinální angioedém. Tito pacienti měli bolesti břicha (s nauzeou nebo zvracením nebo bez nich); v některých případech nepředcházel angioedém obličeje a hladiny C-1 esterázy byly normální. Angioedém byl diagnostikován pomocí CT břicha, ultrazvuku nebo při chirurgickém zákroku a příznaky odezněly po vysazení inhibitoru ACE. Intestinální angioedém je třeba zahrnout do diferenciální diagnostiky pacientů léčených inhibitory ACE s bolestmi břicha. Současné užívání perindoprilu se sakubitrilem/valsartanem je kontraindikováno z důvodu zvýšeného rizika angioedému. Léčba sakubitrilem/valsartanem nesmí být zahájena dříve než 36 hodin po poslední dávce perindoprilu. Pokud je léčba sakubitrilem/valsartanem ukončena, léčba perindoprilem nesmí být zahájena dříve než 36 hodin po poslední dávce sakubitrilu/valsartanu (viz body 4.3 a 4.5). Současné užívání inhibitorů ACE s racekadotrilem, inhibitory mTOR (např. sirolimus, everolimus, temsirolimus) a vildagliptinem může vést ke zvýšenému riziku angioedému (např. otok dýchacích cest nebo jazyka, s poruchou dýchání nebo bez ní) (viz bod 4.5). U pacienta, který již užívá inhibitor ACE, je při zahájení léčby racekadotrilem, inhibitory mTOR a vildagliptinem zapotřebí opatrnosti. Anafylaktoidní reakce během aferézy nízkodenzitních lipoproteinů (LDL) U pacientů léčených inhibitory ACE byly během aferézy LDL s dextran-sulfátem vzácně hlášeny život ohrožující anafylaktoidní reakce. Těmto reakcím bylo zabráněno dočasným vysazením léčby inhibitory ACE před každou aferézou. Anafylaktoidní reakce během desenzibilizace U pacientů léčených inhibitory ACE během desenzibilizační léčby (např. jedem blanokřídlého hmyzu) se vyskytly anafylaktoidní reakce. U těchto pacientů bylo reakcím zabráněno dočasným vysazením inhibitoru ACE, ale objevily se znovu po neúmyslném opětovném podání léčivého přípravku. Porucha funkce jater Inhibitory ACE byly vzácně spojovány se syndromem, který začíná cholestatickou žloutenkou a progreduje do fulminantní hepatální nekrózy a (někdy) smrti. Mechanismus tohoto syndromu není znám. Pacienti užívající inhibitory ACE, u kterých se vyvine žloutenka nebo výrazné zvýšení jaterních enzymů, mají inhibitor ACE vysadit a podstoupit odpovídající lékařské sledování (viz bod 4.8). Neutropenie/agranulocytóza/trombocytopenie/anemie U pacientů užívajících inhibitory ACE byla hlášena neutropenie/agranulocytóza, trombocytopenie a anemie. U pacientů s normální funkcí ledvin a bez jiných komplikujících faktorů se neutropenie objevuje vzácně. Perindopril má být užíván s extrémní opatrností u pacientů s kolagenním cévním onemocněním, imunosupresivní terapií, léčbou alopurinolem nebo prokainamidem nebo kombinací těchto komplikujících faktorů, zvláště pokud je přítomna preexistující porucha funkce ledvin. U některých z těchto pacientů se vyvinuly závažné infekce, které v několika případech nereagovaly na intenzivní antibiotickou terapii. Pokud je perindopril užíván u takových pacientů, doporučuje se pravidelné monitorování počtu leukocytů a pacienti mají být poučeni, aby hlásili jakékoli známky infekce (např. bolest v krku, horečku). Rasa Inhibitory ACE způsobují vyšší výskyt angioedému u pacientů černé pleti než u pacientů jiné rasy. Stejně jako ostatní inhibitory ACE může být perindopril méně účinný při snižování krevního tlaku u pacientů černé pleti než u pacientů jiné rasy, pravděpodobně z důvodu vyšší prevalence stavů s nízkou hladinou reninu v populaci hypertoniků černé pleti. Kašel Při užívání inhibitorů ACE byl hlášen kašel. Kašel je charakteristicky neproduktivní, perzistentní a po ukončení léčby odezní. Kašel vyvolaný inhibitorem ACE je třeba zvážit jako součást diferenciální diagnózy kašle. Chirurgický zákrok/anestezie U pacientů podstupujících velký chirurgický zákrok nebo během anestezie látkami, které způsobují hypotenzi, může přípravek Prestarium Neo blokovat tvorbu angiotenzinu II sekundárně ke kompenzačnímu uvolňování reninu. Léčba má být přerušena jeden den před chirurgickým zákrokem. Pokud se objeví hypotenze a je považována za důsledek tohoto mechanismu, může být upravena doplněním objemu. Hyperkalemie U některých pacientů léčených inhibitory ACE, včetně perindoprilu, bylo pozorováno zvýšení hladiny draslíku v séru. Inhibitory ACE mohou způsobit hyperkalemii, protože inhibují uvolňování aldosteronu. Tento účinek obvykle není významný u pacientů s normální funkcí ledvin. Rizikové faktory pro rozvoj hyperkalemie zahrnují renální insuficienci, zhoršení funkce ledvin, věk (> 70 let), diabetes mellitus, intercurentní příhody, zejména dehydrataci, akutní srdeční dekompenzaci, metabolickou acidózu a současné užívání kalium šetřících diuretik (např. spironolakton, eplerenon, triamteren nebo amilorid), doplňků draslíku nebo náhražek soli obsahujících draslík, nebo pacienty užívající jiné léčivé přípravky spojené se zvýšením draslíku v séru (např. heparin, kotrimoxazol známý také jako trimethoprim/sulfamethoxazol), a zejména antagonisty aldosteronu nebo blokátory receptorů pro angiotenzin. Použití doplňků draslíku, kalium šetřících diuretik nebo náhražek soli obsahujících draslík, zejména u pacientů s poruchou funkce ledvin, může vést k významnému zvýšení draslíku v séru. Hyperkalemie může způsobit závažné, někdy fatální arytmie. Kalium šetřící diuretika a blokátory receptorů pro angiotenzin mají být u pacientů užívajících inhibitory ACE používány s opatrností a má být monitorována hladina draslíku v séru a funkce ledvin (viz bod 4.5). Pacienti s diabetem U pacientů s diabetem léčených perorálními antidiabetiky nebo inzulinem má být během prvního měsíce léčby inhibitorem ACE pečlivě monitorována glykemie (viz bod 4.5). Lithium Kombinace lithia a perindoprilu se obecně nedoporučuje (viz bod 4.5). Kalium šetřící diuretika, doplňky draslíku nebo náhražky soli obsahující draslík Kombinace perindoprilu a kalium šetřících diuretik, doplňků draslíku nebo náhražek soli obsahujících draslík se obecně nedoporučuje (viz bod 4.5). Duální blokáda systému renin-angiotenzin-aldosteron (RAAS) Bylo prokázáno, že současné užívání inhibitorů ACE, blokátorů receptorů pro angiotenzin II nebo aliskirenu zvyšuje riziko hypotenze, hyperkalemie a snížení funkce ledvin (včetně akutního selhání ledvin). Duální blokáda RAAS prostřednictvím kombinovaného užívání inhibitorů ACE, blokátorů receptorů pro angiotenzin II nebo aliskirenu se proto nedoporučuje (viz body 4.5 a 5.1). Pokud je duální blokáda považována za naprosto nezbytnou, má k ní docházet pouze pod dohledem specialisty a za častého pečlivého monitorování funkce ledvin, elektrolytů a krevního tlaku. Inhibitory ACE a blokátory receptorů pro angiotenzin II nemají být užívány současně u pacientů s diabetickou nefropatií. Primární aldosteronismus Pacienti s primárním hyperaldosteronismem obecně nereagují na antihypertenziva působící prostřednictvím inhibice systému renin-angiotenzin. Proto se použití tohoto přípravku nedoporučuje. Těhotenství Léčba inhibitory ACE nemá být zahájena během těhotenství. Pokud není pokračování v léčbě inhibitorem ACE považováno za nezbytné, mají být pacientky plánující těhotenství převedeny na jinou antihypertenzní léčbu se zavedeným bezpečnostním profilem pro použití v těhotenství. Pokud je diagnostikováno těhotenství, má být léčba inhibitory ACE okamžitě ukončena a v případě potřeby má být zahájena alternativní léčba (viz body 4.3 a 4.6). Pomocné látky Vzhledem k přítomnosti laktosy nemají pacienti se vzácnými dědičnými problémy s intolerancí galaktosy, úplným nedostatkem laktázy nebo malabsorpcí glukosy a galaktosy tento přípravek užívat. Obsah sodíku: Prestarium Neo obsahuje méně než 1 mmol (23 mg) sodíku v jedné tabletě, to znamená, že je v podstatě „bez sodíku“.: [3, 242, 305, 750]
